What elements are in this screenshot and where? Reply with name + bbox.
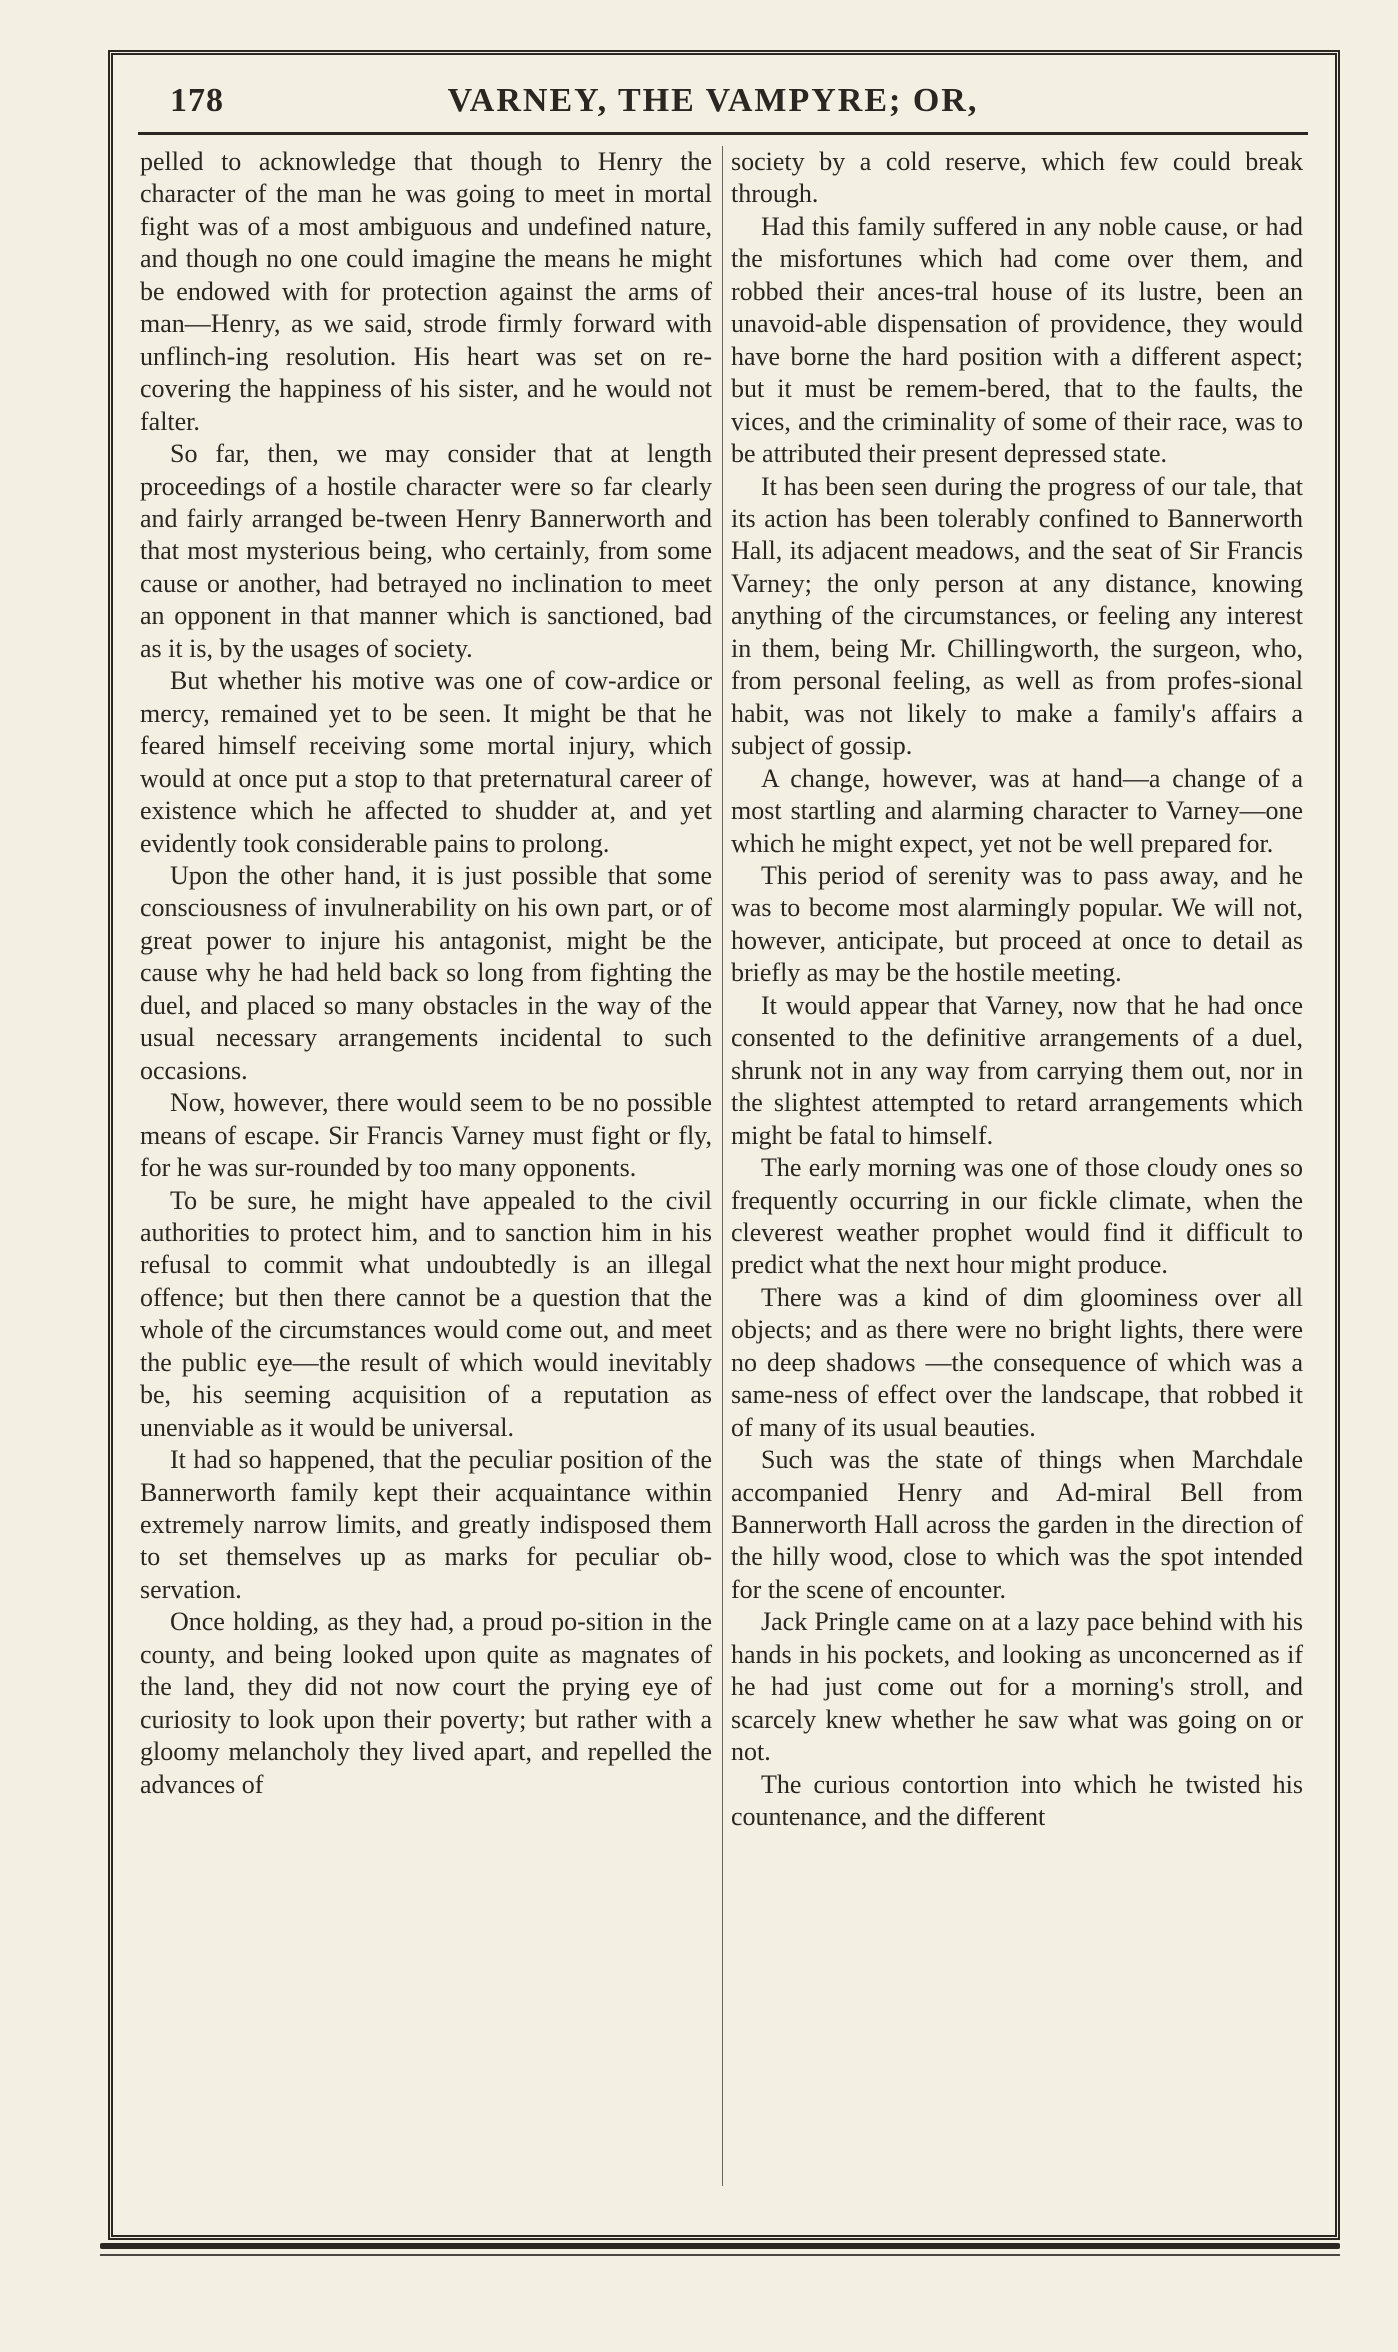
right-column xyxy=(731,146,1303,1834)
paragraph: The early morning was one of those cloudy ones so frequently occurring in our fickle climate, when the cleverest weather prophet would find it difficult to predict what the next hour might produce. xyxy=(731,1153,1303,1280)
column-divider xyxy=(722,146,723,2186)
bottom-rule xyxy=(100,2243,1340,2249)
paragraph: A change, however, was at hand—a change of a most startling and alarming character to Varney—one which he might expect, yet not be well prepared for. xyxy=(731,763,1303,858)
paragraph: This period of serenity was to pass away, and he was to become most alarmingly popular. We will not, however, anticipate, but proceed at once to detail as briefly as may be the hostile meeting. xyxy=(731,860,1303,988)
paragraph: It had so happened, that the peculiar position of the Bannerworth family kept their acquaintance within extremely narrow limits, and greatly indisposed them to set themselves up as marks for peculiar ob-servation. xyxy=(140,1445,712,1604)
header-rule xyxy=(138,132,1308,135)
paragraph: It has been seen during the progress of our tale, that its action has been tolerably confined to Bannerworth Hall, its adjacent meadows, and the seat of Sir Francis Varney; the only person at any distance, knowing anything of the circumstances, or feeling any interest in them, being Mr. Chillingworth, the surgeon, who, from personal feeling, as well as from profes-sional habit, was not likely to make a family's affairs a subject of gossip. xyxy=(731,471,1303,761)
paragraph: society by a cold reserve, which few could break through. xyxy=(731,147,1303,209)
paragraph: To be sure, he might have appealed to the civil authorities to protect him, and to sanction him in his refusal to commit what undoubtedly is an illegal offence; but then there cannot be a question that the whole of the circumstances would come out, and meet the public eye—the result of which would inevitably be, his seeming acquisition of a reputation as unenviable as it would be universal. xyxy=(140,1185,712,1442)
paragraph: Had this family suffered in any noble cause, or had the misfortunes which had come over them, and robbed their ances-tral house of its lustre, been an unavoid-able dispensation of providence, they would have borne the hard position with a different aspect; but it must be remem-bered, that to the faults, the vices, and the criminality of some of their race, was to be attributed their present depressed state. xyxy=(731,211,1303,469)
paragraph: Now, however, there would seem to be no possible means of escape. Sir Francis Varney must fight or fly, for he was sur-rounded by too many opponents. xyxy=(140,1088,712,1183)
paragraph: It would appear that Varney, now that he had once consented to the definitive arrangements of a duel, shrunk not in any way from carrying them out, nor in the slightest attempted to retard arrangements which might be fatal to himself. xyxy=(731,990,1303,1150)
page-header xyxy=(118,70,1308,130)
paragraph: pelled to acknowledge that though to Henry the character of the man he was going to meet in mortal fight was of a most ambiguous and undefined nature, and though no one could imagine the means he might be endowed with for protection against the arms of man—Henry, as we said, strode firmly forward with unflinch-ing resolution. His heart was set on re-covering the happiness of his sister, and he would not falter. xyxy=(140,147,712,436)
paragraph: The curious contortion into which he twisted his countenance, and the different xyxy=(731,1769,1303,1832)
left-column xyxy=(140,146,712,1801)
paragraph: Upon the other hand, it is just possible that some consciousness of invulnerability on his own part, or of great power to injure his antagonist, might be the cause why he had held back so long from fighting the duel, and placed so many obstacles in the way of the usual necessary arrangements incidental to such occasions. xyxy=(140,860,712,1085)
paragraph: Jack Pringle came on at a lazy pace behind with his hands in his pockets, and looking as unconcerned as if he had just come out for a morning's stroll, and scarcely knew whether he saw what was going on or not. xyxy=(731,1607,1303,1767)
running-head: VARNEY, THE VAMPYRE; OR, xyxy=(447,82,979,119)
bottom-rule-thin xyxy=(100,2254,1340,2256)
paragraph: Once holding, as they had, a proud po-sition in the county, and being looked upon quite as magnates of the land, they did not now court the prying eye of curiosity to look upon their poverty; but rather with a gloomy melancholy they lived apart, and repelled the advances of xyxy=(140,1607,712,1799)
paragraph: So far, then, we may consider that at length proceedings of a hostile character were so far clearly and fairly arranged be-tween Henry Bannerworth and that most mysterious being, who certainly, from some cause or another, had betrayed no inclination to meet an opponent in that manner which is sanctioned, bad as it is, by the usages of society. xyxy=(140,439,712,663)
paragraph: But whether his motive was one of cow-ardice or mercy, remained yet to be seen. It might be that he feared himself receiving some mortal injury, which would at once put a stop to that preternatural career of existence which he affected to shudder at, and yet evidently took considerable pains to prolong. xyxy=(140,666,712,858)
paragraph: There was a kind of dim gloominess over all objects; and as there were no bright lights, there were no deep shadows —the consequence of which was a same-ness of effect over the landscape, that robbed it of many of its usual beauties. xyxy=(731,1282,1303,1442)
paragraph: Such was the state of things when Marchdale accompanied Henry and Ad-miral Bell from Bannerworth Hall across the garden in the direction of the hilly wood, close to which was the spot intended for the scene of encounter. xyxy=(731,1445,1303,1604)
page-number: 178 xyxy=(170,82,224,119)
